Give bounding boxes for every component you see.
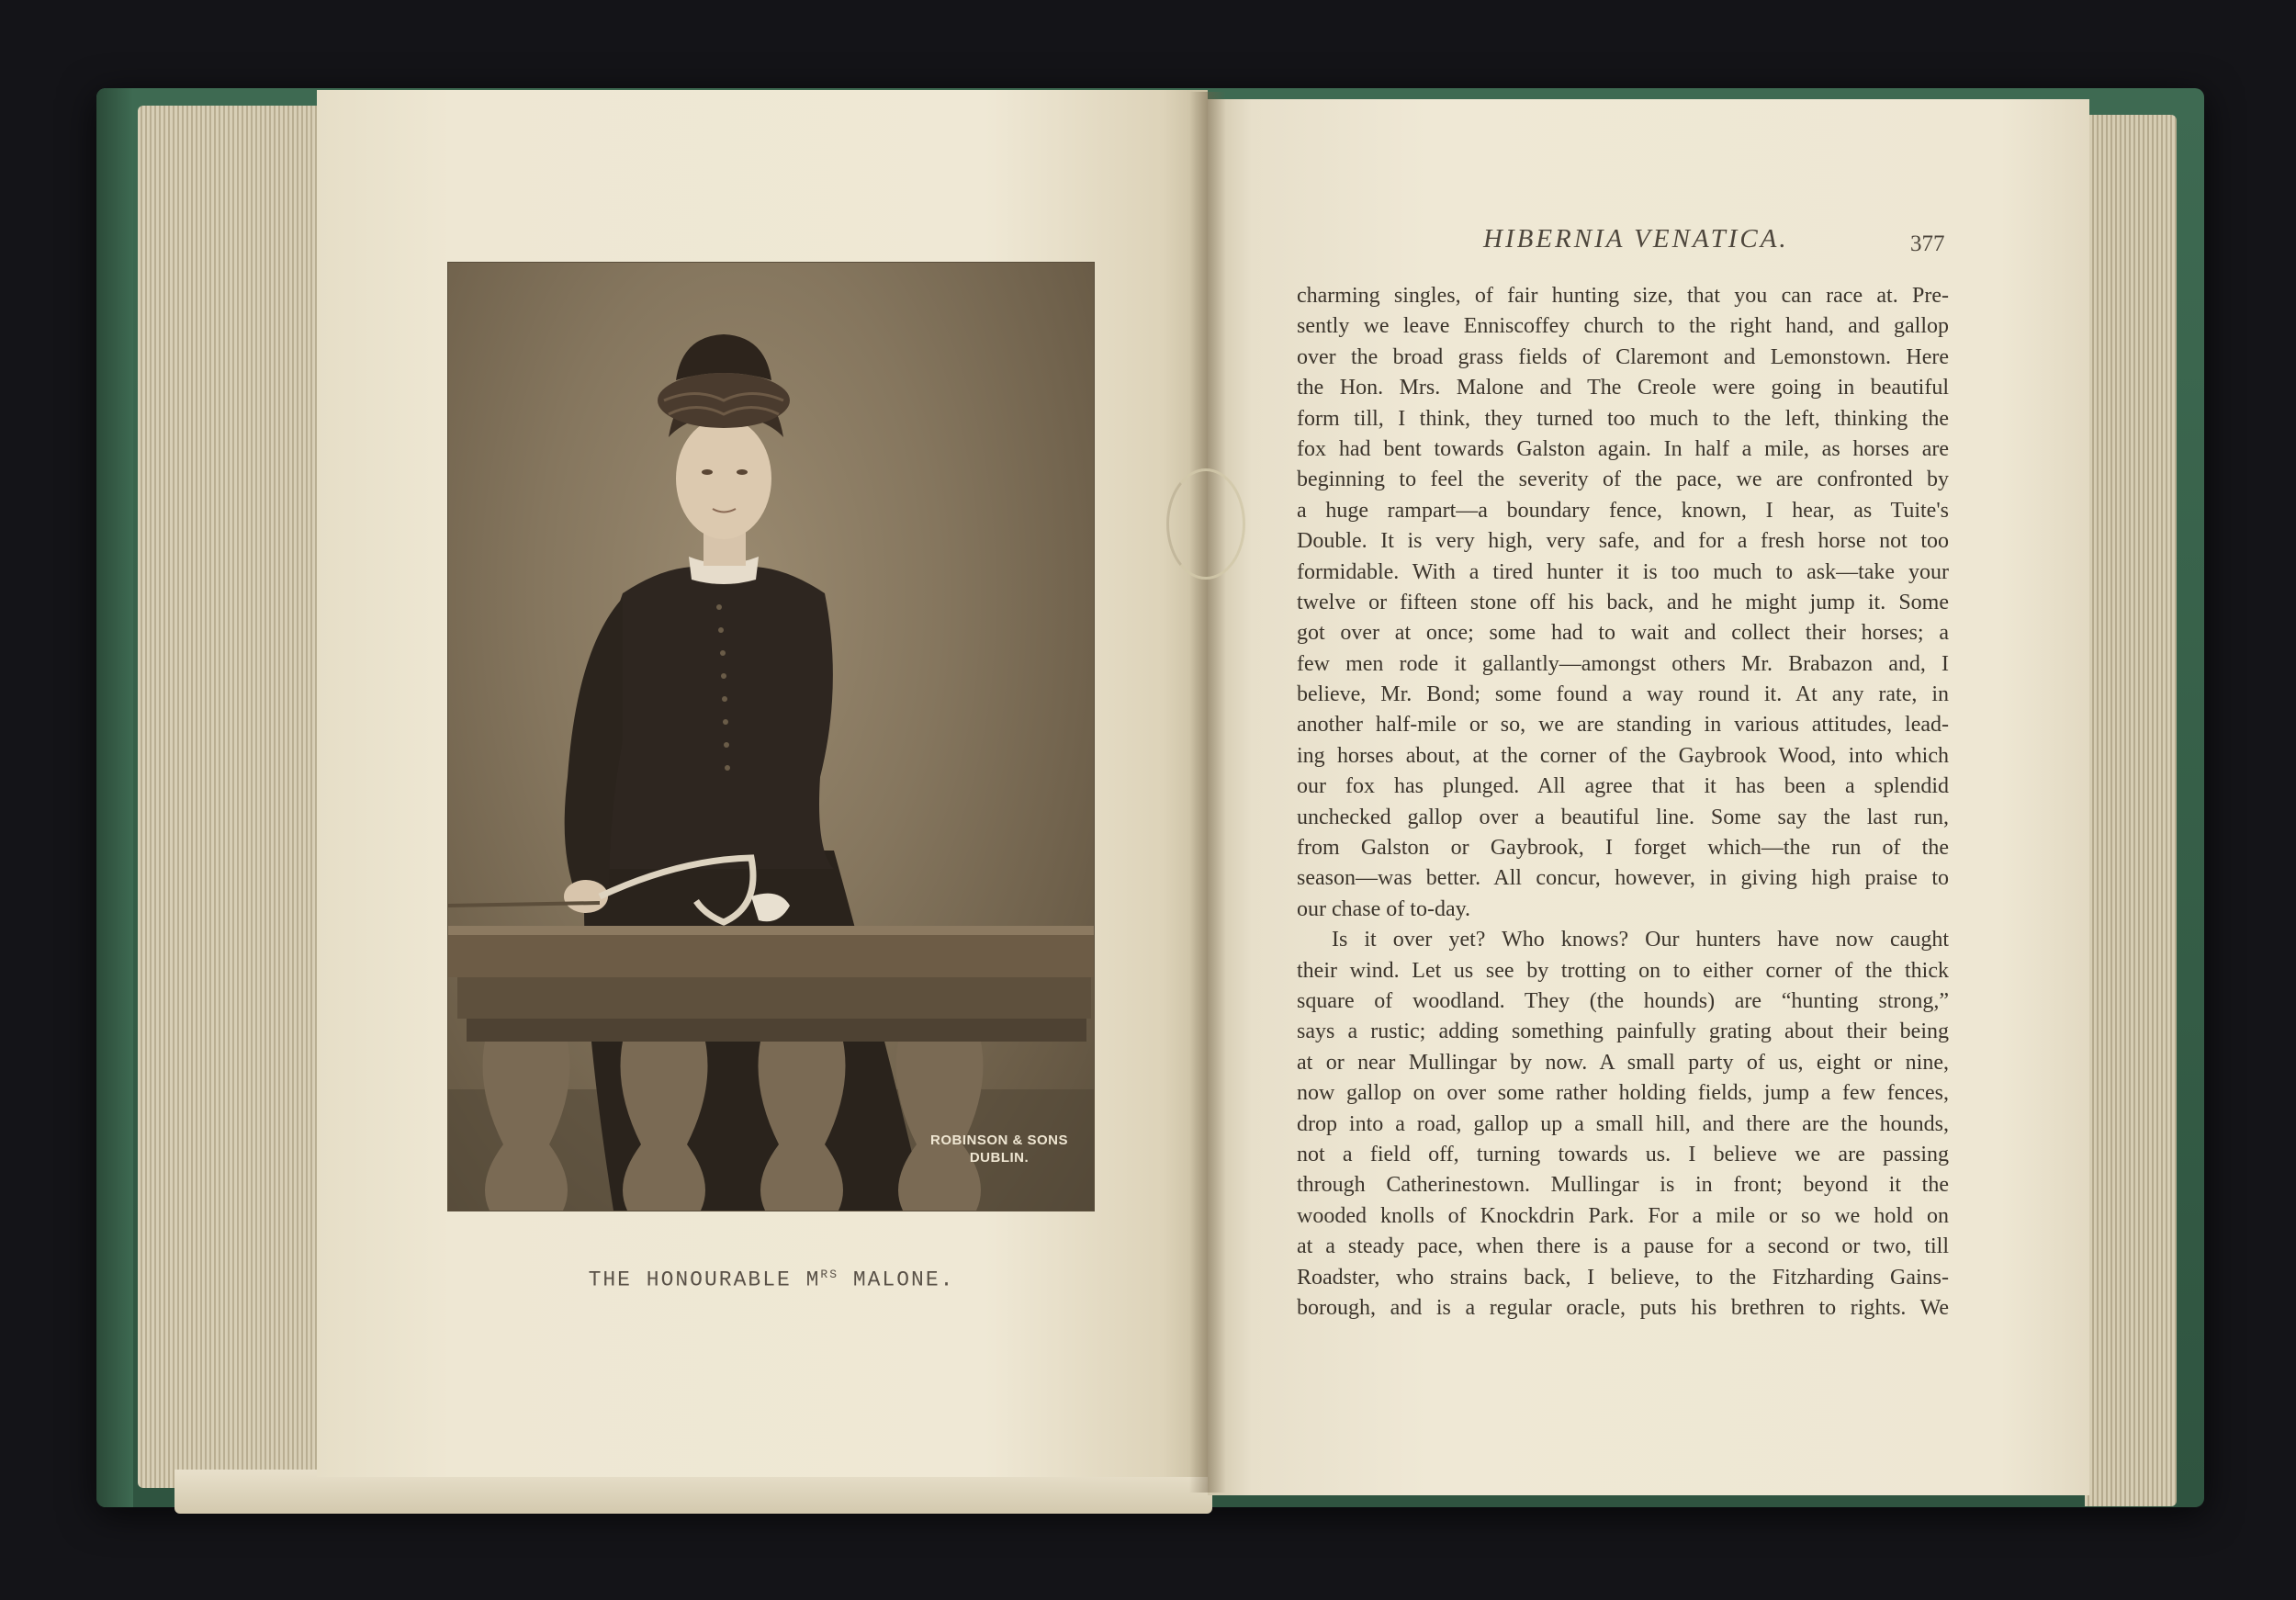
text-line: drop into a road, gallop up a small hill, and there are the hounds, — [1297, 1111, 1949, 1136]
text-line: through Catherinestown. Mullingar is in front; beyond it the — [1297, 1173, 1949, 1198]
text-line: fox had bent towards Galston again. In half a mile, as horses are — [1297, 436, 1949, 461]
text-line: at a steady pace, when there is a pause for a second or two, till — [1297, 1234, 1949, 1259]
left-page-stack — [138, 106, 326, 1488]
text-line: from Galston or Gaybrook, I forget which—the run of the — [1297, 836, 1949, 861]
caption-superscript: RS — [820, 1268, 839, 1281]
text-line: got over at once; some had to wait and collect their horses; a — [1297, 621, 1949, 646]
text-line: the Hon. Mrs. Malone and The Creole were going in beautiful — [1297, 376, 1949, 400]
portrait-illustration — [448, 263, 1094, 1211]
text-line: formidable. With a tired hunter it is too much to ask—take your — [1297, 559, 1949, 584]
text-line: says a rustic; adding something painfully grating about their being — [1297, 1020, 1949, 1044]
ribbon-bookmark — [1166, 468, 1245, 580]
text-line: unchecked gallop over a beautiful line. Some say the last run, — [1297, 805, 1949, 829]
stamp-line-2: DUBLIN. — [969, 1150, 1030, 1166]
right-page-stack — [2085, 115, 2177, 1506]
text-line: Is it over yet? Who knows? Our hunters have now caught — [1332, 928, 1949, 952]
text-line: another half-mile or so, we are standing in various attitudes, lead- — [1297, 713, 1949, 738]
text-line: over the broad grass fields of Claremont and Lemonstown. Here — [1297, 344, 1949, 369]
text-line: sently we leave Enniscoffey church to the right hand, and gallop — [1297, 314, 1949, 339]
text-line: twelve or fifteen stone off his back, and he might jump it. Some — [1297, 590, 1949, 614]
portrait-photograph — [447, 262, 1095, 1211]
text-line: now gallop on over some rather holding fields, jump a few fences, — [1297, 1081, 1949, 1106]
text-line: their wind. Let us see by trotting on to either corner of the thick — [1297, 958, 1949, 983]
photographer-stamp — [930, 1132, 1068, 1166]
text-line: our fox has plunged. All agree that it has been a splendid — [1297, 774, 1949, 799]
text-line: form till, I think, they turned too much to the left, thinking the — [1297, 406, 1949, 431]
text-line: at or near Mullingar by now. A small party of us, eight or nine, — [1297, 1050, 1949, 1075]
text-line: a huge rampart—a boundary fence, known, I hear, as Tuite's — [1297, 498, 1949, 523]
photo-caption — [478, 1268, 1065, 1292]
stamp-line-1: ROBINSON & SONS — [929, 1132, 1068, 1148]
text-line: square of woodland. They (the hounds) are “hunting strong,” — [1297, 988, 1949, 1013]
body-text — [1297, 281, 1949, 1324]
text-line: our chase of to-day. — [1297, 896, 1471, 921]
text-line: Roadster, who strains back, I believe, to the Fitzharding Gains- — [1297, 1265, 1949, 1290]
book-gutter — [1189, 92, 1226, 1493]
text-line: wooded knolls of Knockdrin Park. For a mile or so we hold on — [1297, 1203, 1949, 1228]
text-line: charming singles, of fair hunting size, that you can race at. Pre- — [1297, 284, 1949, 308]
text-line: season—was better. All concur, however, in giving high praise to — [1297, 866, 1949, 891]
book-spine-edge — [96, 88, 133, 1507]
page-number: 377 — [1910, 231, 1945, 256]
text-line: ing horses about, at the corner of the Gaybrook Wood, into which — [1297, 743, 1949, 768]
text-line: beginning to feel the severity of the pace, we are confronted by — [1297, 468, 1949, 492]
caption-prefix: THE HONOURABLE M — [588, 1268, 821, 1292]
text-line: borough, and is a regular oracle, puts his brethren to rights. We — [1297, 1295, 1949, 1320]
text-line: believe, Mr. Bond; some found a way round it. At any rate, in — [1297, 682, 1949, 707]
text-line: Double. It is very high, very safe, and for a fresh horse not too — [1297, 529, 1949, 554]
caption-suffix: MALONE. — [838, 1268, 955, 1292]
text-line: not a field off, turning towards us. I believe we are passing — [1297, 1142, 1949, 1166]
running-head: HIBERNIA VENATICA. — [1483, 224, 1789, 254]
text-line: few men rode it gallantly—amongst others Mr. Brabazon and, I — [1297, 651, 1949, 676]
